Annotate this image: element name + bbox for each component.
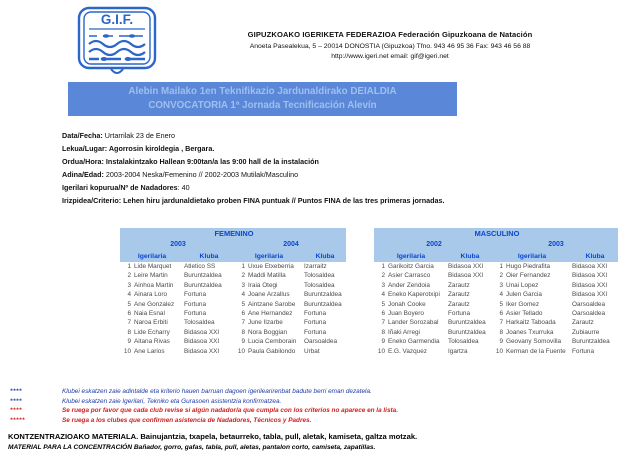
swimmer-name: 4 Ainara Loro — [120, 290, 182, 299]
swimmer-name: 10 Ane Larios — [123, 347, 165, 355]
footnote — [0, 416, 640, 426]
row-number: 2 — [381, 272, 385, 280]
roster-table — [374, 228, 618, 356]
row-number: 6 — [127, 310, 131, 318]
info-label: Ordua/Hora: — [62, 157, 104, 167]
materials-block — [8, 432, 636, 451]
table-row — [120, 262, 346, 271]
swimmer-club: Oarsoaldea — [572, 310, 606, 318]
table-row — [374, 318, 618, 327]
swimmer-name: 4 Joane Arzallus — [234, 290, 302, 299]
row-number: 7 — [127, 319, 131, 327]
row-number: 9 — [499, 338, 503, 346]
row-number: 7 — [499, 319, 503, 327]
column-header: Kluba — [446, 250, 492, 262]
year-header: 2003 — [492, 239, 618, 250]
year-header: 2003 — [120, 239, 234, 250]
table-row — [120, 300, 346, 309]
row-number: 9 — [241, 338, 245, 346]
swimmer-club: Fortuna — [184, 291, 207, 299]
swimmer-name: 5 Iker Gomez — [492, 300, 570, 309]
swimmer-club: Fortuna — [448, 310, 471, 318]
column-header: Igerilaria — [374, 250, 446, 262]
table-row — [120, 290, 346, 299]
swimmer-club: Tolosaldea — [184, 319, 215, 327]
swimmer-name: 2 Asier Carrasco — [374, 271, 446, 280]
row-number: 2 — [127, 272, 131, 280]
swimmer-club: Buruntzaldea — [448, 319, 486, 327]
table-row — [120, 309, 346, 318]
row-number: 1 — [241, 263, 245, 270]
row-number: 8 — [499, 328, 503, 336]
swimmer-club: Bidasoa XXI — [572, 263, 608, 270]
info-label: Adina/Edad: — [62, 170, 104, 180]
swimmer-club: Tolosaldea — [304, 272, 335, 280]
swimmer-club: Zarautz — [448, 291, 470, 299]
info-text: Lehen hiru jardunaldietako proben FINA puntuak // Puntos FINA de las tres primeras jornadas. — [121, 196, 445, 206]
title-line-basque: Alebin Mailako 1en Teknifikazio Jardunaldirako DEIALDIA — [128, 85, 397, 97]
footnote-text: Se ruega por favor que cada club revise si algún nadador/a que cumpla con los criterios no aparece en la lista. — [62, 407, 398, 415]
swimmer-club: Bidasoa XXI — [572, 281, 608, 289]
swimmer-name: 10 E.G. Vazquez — [377, 347, 427, 355]
info-label: Data/Fecha: — [62, 131, 103, 140]
swimmer-name: 5 Ane Gonzalez — [120, 300, 182, 309]
info-line — [62, 129, 444, 142]
row-number: 10 — [237, 347, 245, 355]
swimmer-name: 2 Oier Fernandez — [492, 271, 570, 280]
footnote — [0, 397, 640, 407]
swimmer-club: Zarautz — [448, 281, 470, 289]
swimmer-club: Buruntzaldea — [448, 328, 486, 336]
row-number: 6 — [499, 310, 503, 318]
info-block — [62, 129, 444, 208]
swimmer-club: Urbat — [304, 347, 320, 355]
footnote-stars: **** — [10, 397, 22, 405]
table-row — [120, 271, 346, 280]
row-number: 4 — [127, 291, 131, 299]
swimmer-club: Bidasoa XXI — [448, 263, 484, 270]
info-text: Urtarrilak 23 de Enero — [102, 131, 176, 140]
swimmer-name: 4 Eneko Kaperotxipi — [374, 290, 446, 299]
swimmer-club: Fortuna — [184, 300, 207, 308]
table-row — [374, 309, 618, 318]
swimmer-name: 7 Harkaitz Taboada — [492, 318, 570, 327]
swimmer-club: Fortuna — [572, 347, 595, 355]
info-label: Lekua/Lugar: — [62, 144, 108, 154]
swimmer-club: Oarsoaldea — [572, 300, 606, 308]
footnote-stars: **** — [10, 388, 22, 395]
row-number: 1 — [127, 263, 131, 270]
swimmer-name: 6 Ane Hernandez — [234, 309, 302, 318]
swimmer-club: Oarsoaldea — [304, 338, 338, 346]
footnote-text: Klubei eskatzen zaie Igerilari, Tekniko eta Gurasoen asistentzia konfirmatzea. — [62, 397, 282, 405]
info-label: Igerilari kopurua/Nº de Nadadores — [62, 183, 178, 193]
row-number: 1 — [381, 263, 385, 270]
footnote-text: Se ruega a los clubes que confirmen asistencia de Nadadores, Técnicos y Padres. — [62, 417, 312, 425]
roster-table-femenino — [120, 228, 346, 356]
footnote-stars: ***** — [10, 417, 25, 425]
row-number: 10 — [495, 347, 503, 355]
row-number: 3 — [127, 281, 131, 289]
info-text: : 40 — [177, 183, 190, 193]
swimmer-club: Zarautz — [572, 319, 594, 327]
swimmer-name: 3 Iraia Otegi — [234, 281, 302, 290]
roster-table — [120, 228, 346, 356]
swimmer-club: Buruntzaldea — [572, 338, 610, 346]
swimmer-club: Tolosaldea — [448, 338, 479, 346]
swimmer-club: Bidasoa XXI — [184, 338, 220, 346]
roster-table-masculino — [374, 228, 618, 356]
footnotes — [0, 387, 640, 426]
info-text: 2003-2004 Neska/Femenino // 2002-2003 Mutilak/Masculino — [103, 170, 299, 180]
info-line — [62, 168, 444, 181]
swimmer-club: Fortuna — [304, 328, 327, 336]
logo-text: G.I.F. — [100, 12, 134, 27]
column-header: Kluba — [570, 250, 618, 262]
row-number: 3 — [381, 281, 385, 289]
table-row — [120, 337, 346, 346]
table-colheader-row — [374, 250, 618, 262]
swimmer-club: Bidasoa XXI — [572, 272, 608, 280]
row-number: 9 — [381, 338, 385, 346]
footnote — [0, 387, 640, 397]
row-number: 3 — [241, 281, 245, 289]
swimmer-name: 6 Asier Tellado — [492, 309, 570, 318]
swimmer-club: Buruntzaldea — [304, 300, 342, 308]
swimmer-name: 5 Jonah Cooke — [374, 300, 446, 309]
swimmer-club: Bidasoa XXI — [184, 347, 220, 355]
row-number: 2 — [499, 272, 503, 280]
row-number: 2 — [241, 272, 245, 280]
row-number: 6 — [381, 310, 385, 318]
year-header: 2004 — [234, 239, 346, 250]
swimmer-club: Fortuna — [304, 310, 327, 318]
swimmer-club: Fortuna — [304, 319, 327, 327]
swimmer-name: 2 Leire Martin — [120, 271, 182, 280]
row-number: 8 — [127, 328, 131, 336]
table-row — [374, 347, 618, 356]
table-title-row — [120, 228, 346, 239]
info-label: Irizpidea/Criterio: — [62, 196, 122, 206]
row-number: 9 — [127, 338, 131, 346]
table-row — [120, 281, 346, 290]
table-row — [374, 290, 618, 299]
materials-spanish: MATERIAL PARA LA CONCENTRACIÓN Bañador, gorro, gafas, tabla, pull, aletas, pantalon corto, camiseta, zapatillas. — [8, 444, 376, 451]
info-text: Instalakintzako Hallean 9:00tan/a las 9:00 hall de la instalación — [103, 157, 319, 167]
info-line — [62, 155, 444, 168]
swimmer-name: 7 Lander Sorozabal — [374, 318, 446, 327]
footnote-stars: **** — [10, 407, 22, 415]
title-line-spanish: CONVOCATORIA 1ª Jornada Tecnificación Alevín — [148, 100, 377, 111]
swimmer-name: 8 Lide Echarry — [120, 328, 182, 337]
swimmer-name: 10 Kerman de la Fuente — [495, 347, 566, 355]
row-number: 5 — [241, 300, 245, 308]
swimmer-name: 4 Julen Garcia — [492, 290, 570, 299]
swimmer-name: 3 Ander Zendoia — [374, 281, 446, 290]
swimmer-name: 9 Eneko Garmendia — [374, 337, 446, 346]
swimmer-club: Zubiaurre — [572, 328, 600, 336]
swimmer-club: Tolosaldea — [304, 281, 335, 289]
row-number: 5 — [127, 300, 131, 308]
row-number: 4 — [381, 291, 385, 299]
row-number: 10 — [123, 347, 131, 355]
table-years-row — [120, 239, 346, 250]
swimmer-club: Buruntzaldea — [184, 281, 222, 289]
letterhead — [150, 30, 630, 60]
table-colheader-row — [120, 250, 346, 262]
swimmer-name: 7 June Ilzarbe — [234, 318, 302, 327]
swimmer-name: 9 Geovany Somovilla — [492, 337, 570, 346]
swimmer-name: 8 Joanes Txurruka — [492, 328, 570, 337]
swimmer-club: Izarraitz — [304, 263, 327, 270]
swimmer-club: Zarautz — [448, 300, 470, 308]
swimmer-name: 6 Naia Esnal — [120, 309, 182, 318]
column-header: Igerilaria — [492, 250, 570, 262]
swimmer-club: Bidasoa XXI — [448, 272, 484, 280]
swimmer-club: Igartza — [448, 347, 468, 355]
row-number: 8 — [381, 328, 385, 336]
row-number: 4 — [499, 291, 503, 299]
footnote-text: Klubei eskatzen zaie adintalde eta kriterio hauen barruan dagoen igerilearirenbat badute berri eman dezatela. — [62, 388, 372, 395]
row-number: 5 — [381, 300, 385, 308]
swimmer-club: Buruntzaldea — [304, 291, 342, 299]
table-row — [120, 347, 346, 356]
table-title-row — [374, 228, 618, 239]
swimmer-club: Buruntzaldea — [184, 272, 222, 280]
swimmer-name: 10 Paula Gabilondo — [237, 347, 296, 355]
swimmer-club: Fortuna — [184, 310, 207, 318]
swimmer-name: 8 Nora Boggian — [234, 328, 302, 337]
swimmer-name: 9 Lucia Cemborain — [234, 337, 302, 346]
table-row — [374, 271, 618, 280]
table-row — [374, 262, 618, 271]
swimmer-name: 1 Garikoitz Garcia — [374, 262, 446, 271]
swimmer-name: 3 Ainhoa Martin — [120, 281, 182, 290]
footnote — [0, 406, 640, 416]
swimmer-club: Bidasoa XXI — [572, 291, 608, 299]
swimmer-name: 6 Juan Boyero — [374, 309, 446, 318]
row-number: 7 — [381, 319, 385, 327]
swimmer-club: Atletico SS — [184, 263, 216, 270]
row-number: 5 — [499, 300, 503, 308]
row-number: 6 — [241, 310, 245, 318]
table-years-row — [374, 239, 618, 250]
row-number: 7 — [241, 319, 245, 327]
swimmer-name: 3 Unai Lopez — [492, 281, 570, 290]
swimmer-name: 2 Maddi Matilla — [234, 271, 302, 280]
column-header: Kluba — [302, 250, 346, 262]
swimmer-name: 7 Naroa Erbiti — [120, 318, 182, 327]
swimmer-name: 8 Iñaki Arregi — [374, 328, 446, 337]
info-text: Agorrosin kiroldegia , Bergara. — [107, 144, 215, 154]
table-row — [120, 328, 346, 337]
table-row — [120, 318, 346, 327]
table-row — [374, 337, 618, 346]
swimmer-club: Bidasoa XXI — [184, 328, 220, 336]
year-header: 2002 — [374, 239, 492, 250]
row-number: 3 — [499, 281, 503, 289]
swimmer-name: 1 Hugo Piedrafita — [492, 262, 570, 271]
info-line — [62, 181, 444, 194]
column-header: Igerilaria — [120, 250, 182, 262]
info-line — [62, 142, 444, 155]
title-banner — [68, 82, 457, 116]
table-row — [374, 300, 618, 309]
row-number: 10 — [377, 347, 385, 355]
materials-basque: KONTZENTRAZIOAKO MATERIALA. Bainujantzia, txapela, betaurreko, tabla, pull, aletak, kamiseta, galtza motzak. — [8, 432, 418, 441]
table-title: FEMENINO — [120, 228, 346, 239]
org-address: Anoeta Pasealekua, 5 – 20014 DONOSTIA (Gipuzkoa) Tfno. 943 46 95 36 Fax: 943 46 56 88 — [249, 43, 531, 50]
row-number: 8 — [241, 328, 245, 336]
org-web-email: http://www.igeri.net email: gif@igeri.net — [331, 53, 449, 60]
swimmer-name: 1 Lide Marquet — [120, 262, 182, 271]
table-row — [374, 328, 618, 337]
swimmer-name: 1 Uxue Etxeberria — [234, 262, 302, 271]
org-name: GIPUZKOAKO IGERIKETA FEDERAZIOA Federación Gipuzkoana de Natación — [247, 30, 533, 39]
row-number: 4 — [241, 291, 245, 299]
column-header: Igerilaria — [234, 250, 302, 262]
info-line — [62, 194, 444, 207]
swimmer-name: 9 Aitana Rivas — [120, 337, 182, 346]
column-header: Kluba — [182, 250, 234, 262]
swimmer-name: 5 Aintzane Sarobe — [234, 300, 302, 309]
row-number: 1 — [499, 263, 503, 270]
table-row — [374, 281, 618, 290]
table-title: MASCULINO — [374, 228, 618, 239]
